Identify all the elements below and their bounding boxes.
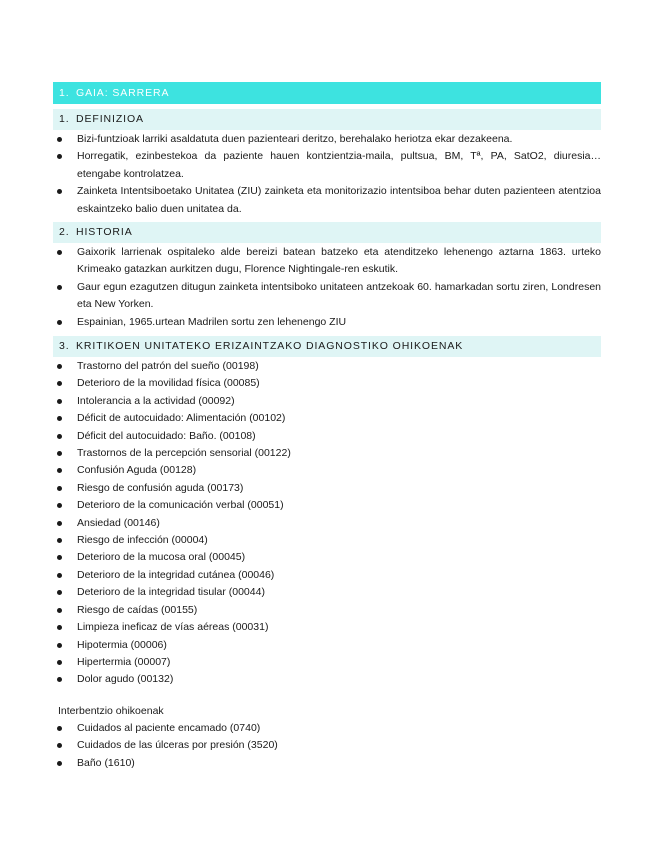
list-item: Espainian, 1965.urtean Madrilen sortu zen lehenengo ZIU xyxy=(53,314,601,331)
list-item: Deterioro de la comunicación verbal (00051) xyxy=(53,497,601,514)
section-heading-diagnostikoak xyxy=(53,336,601,357)
list-item: Riesgo de caídas (00155) xyxy=(53,602,601,619)
list-item: Riesgo de confusión aguda (00173) xyxy=(53,480,601,497)
list-item: Limpieza ineficaz de vías aéreas (00031) xyxy=(53,619,601,636)
list-item: Hipotermia (00006) xyxy=(53,637,601,654)
list-item: Cuidados al paciente encamado (0740) xyxy=(53,720,601,737)
section-heading-definizioa xyxy=(53,109,601,130)
section-title: KRITIKOEN UNITATEKO ERIZAINTZAKO DIAGNOSTIKO OHIKOENAK xyxy=(76,340,464,352)
list-item: Déficit de autocuidado: Alimentación (00102) xyxy=(53,410,601,427)
interventions-label: Interbentzio ohikoenak xyxy=(58,705,164,717)
chapter-title-bar xyxy=(53,82,601,104)
list-item: Deterioro de la integridad tisular (00044) xyxy=(53,584,601,601)
history-list xyxy=(53,244,601,331)
list-item: Gaixorik larrienak ospitaleko alde bereizi batean batzeko eta atenditzeko lehenengo aztarna 1863. urteko Krimeako gatazkan aurkitzen dugu, Florence Nightingale-ren eskutik. xyxy=(53,244,601,279)
list-item: Intolerancia a la actividad (00092) xyxy=(53,393,601,410)
section-number: 3. xyxy=(59,340,70,352)
list-item: Cuidados de las úlceras por presión (3520) xyxy=(53,737,601,754)
list-item: Zainketa Intentsiboetako Unitatea (ZIU) zainketa eta monitorizazio intentsiboa behar duten pazienteen atentzioa eskaintzeko balio duen unitatea da. xyxy=(53,183,601,218)
chapter-title: GAIA: SARRERA xyxy=(76,87,170,99)
list-item: Deterioro de la movilidad física (00085) xyxy=(53,375,601,392)
list-item: Trastorno del patrón del sueño (00198) xyxy=(53,358,601,375)
list-item: Dolor agudo (00132) xyxy=(53,671,601,688)
section-title: DEFINIZIOA xyxy=(76,113,144,125)
list-item: Déficit del autocuidado: Baño. (00108) xyxy=(53,428,601,445)
section-number: 2. xyxy=(59,226,70,238)
list-item: Ansiedad (00146) xyxy=(53,515,601,532)
list-item: Bizi-funtzioak larriki asaldatuta duen pazienteari deritzo, berehalako heriotza ekar dezakeena. xyxy=(53,131,601,148)
list-item: Confusión Aguda (00128) xyxy=(53,462,601,479)
section-title: HISTORIA xyxy=(76,226,133,238)
section-heading-historia xyxy=(53,222,601,243)
chapter-number: 1. xyxy=(59,87,70,99)
list-item: Hipertermia (00007) xyxy=(53,654,601,671)
list-item: Riesgo de infección (00004) xyxy=(53,532,601,549)
interventions-list xyxy=(53,720,601,772)
list-item: Baño (1610) xyxy=(53,755,601,772)
list-item: Horregatik, ezinbestekoa da paziente hauen kontzientzia-maila, pultsua, BM, Tª, PA, SatO2, diuresia… etengabe kontrolatzea. xyxy=(53,148,601,183)
definition-list xyxy=(53,131,601,218)
list-item: Gaur egun ezagutzen ditugun zainketa intentsiboko unitateen antzekoak 60. hamarkadan sortu ziren, Londresen eta New Yorken. xyxy=(53,279,601,314)
diagnosis-list xyxy=(53,358,601,689)
list-item: Deterioro de la mucosa oral (00045) xyxy=(53,549,601,566)
section-number: 1. xyxy=(59,113,70,125)
list-item: Deterioro de la integridad cutánea (00046) xyxy=(53,567,601,584)
list-item: Trastornos de la percepción sensorial (00122) xyxy=(53,445,601,462)
